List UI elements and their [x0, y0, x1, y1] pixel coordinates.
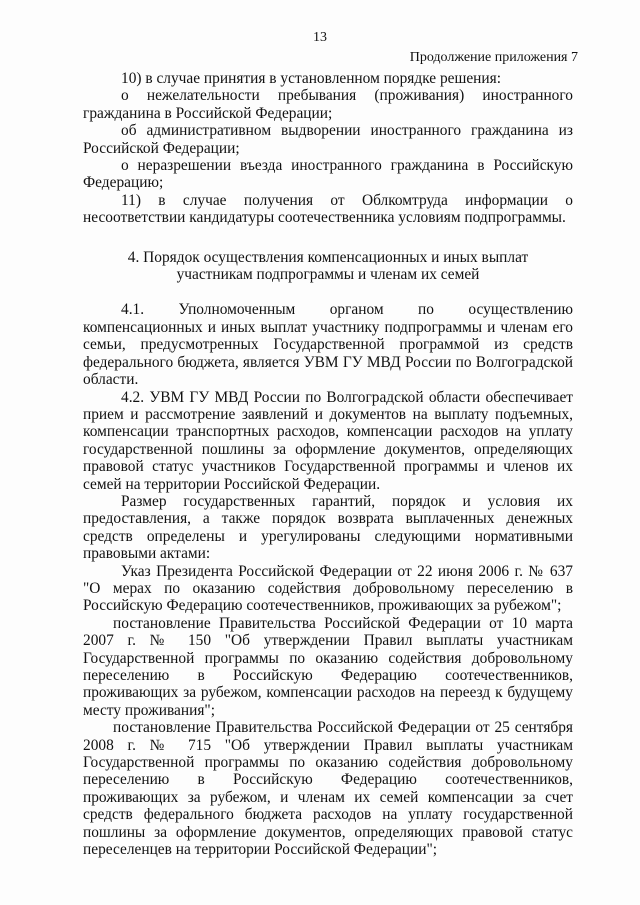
paragraph-entry-ban: о неразрешении въезда иностранного гражданина в Российскую Федерацию; [83, 157, 573, 192]
section-heading-line-2: участникам подпрограммы и членам их семей [176, 266, 480, 284]
section-heading-line-1: 4. Порядок осуществления компенсационных и иных выплат [127, 248, 529, 266]
section-heading [83, 249, 573, 284]
paragraph-item-10: 10) в случае принятия в установленном порядке решения: [121, 70, 502, 87]
paragraph-decree-637: Указ Президента Российской Федерации от 22 июня 2006 г. № 637 "О мерах по оказанию содействия добровольному переселению в Российскую Федерацию соотечественников, проживающих за рубежом"; [83, 562, 573, 615]
paragraph-guarantees: Размер государственных гарантий, порядок и условия их предоставления, а также порядок возврата выплаченных денежных средств определены и урегулированы следующими нормативными правовыми актами: [83, 492, 573, 563]
paragraph-expulsion: об административном выдворении иностранного гражданина из Российской Федерации; [83, 122, 573, 157]
paragraph-undesirability: о нежелательности пребывания (проживания) иностранного гражданина в Российской Федерации; [83, 87, 573, 122]
appendix-continuation-label: Продолжение приложения 7 [409, 50, 578, 65]
paragraph-4-1: 4.1. Уполномоченным органом по осуществлению компенсационных и иных выплат участнику подпрограммы и членам его семьи, предусмотренных Государственной программой из средств федерального бюджета, является УВМ ГУ МВД России по Волгоградской области. [83, 301, 573, 389]
paragraph-resolution-715: постановление Правительства Российской Федерации от 25 сентября 2008 г. № 715 "Об утверждении Правил выплаты участникам Государственной программы по оказанию содействия добровольному переселению в Российскую Федерацию соотечественников, проживающих за рубежом, и членам их семей компенсации за счет средств федерального бюджета расходов на уплату государственной пошлины за оформление документов, определяющих правовой статус переселенцев на территории Российской Федерации"; [83, 719, 573, 859]
paragraph-resolution-150: постановление Правительства Российской Федерации от 10 марта 2007 г. № 150 "Об утверждении Правил выплаты участникам Государственной программы по оказанию содействия добровольному переселению в Российскую Федерацию соотечественников, проживающих за рубежом, компенсации расходов на переезд к будущему месту проживания"; [83, 614, 573, 719]
paragraph-4-2: 4.2. УВМ ГУ МВД России по Волгоградской области обеспечивает прием и рассмотрение заявлений и документов на выплату подъемных, компенсации транспортных расходов, компенсации расходов на уплату государственной пошлины за оформление документов, определяющих правовой статус участников Государственной программы и членов их семей на территории Российской Федерации. [83, 388, 573, 493]
document-body [83, 70, 573, 858]
paragraph-item-11: 11) в случае получения от Облкомтруда информации о несоответствии кандидатуры соотечественника условиям подпрограммы. [83, 191, 573, 227]
page-number: 13 [313, 30, 327, 45]
